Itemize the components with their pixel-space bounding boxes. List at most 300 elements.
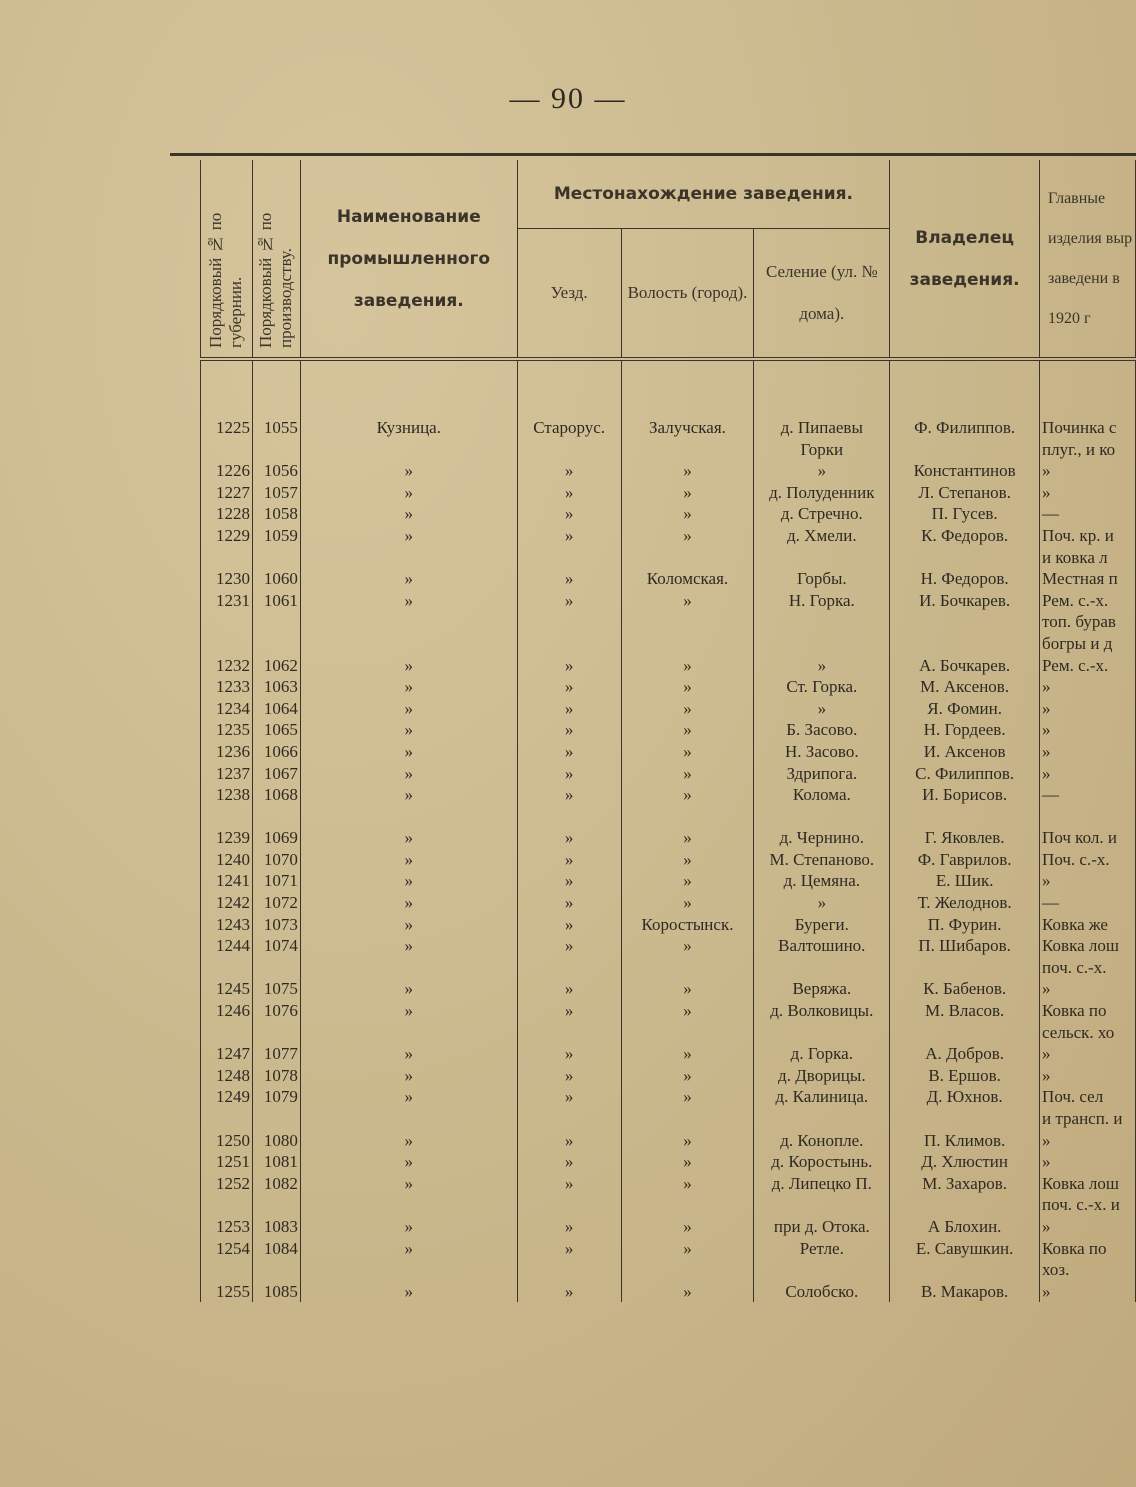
table-gap-row — [201, 806, 1136, 828]
cell-uezd: » — [517, 503, 621, 525]
cell-uezd: » — [517, 1173, 621, 1216]
cell-uezd: » — [517, 482, 621, 504]
header-uezd: Уезд. — [517, 229, 621, 360]
cell-selenie: д. Конопле. — [754, 1130, 890, 1152]
cell-owner: Д. Юхнов. — [890, 1086, 1040, 1129]
cell-volost: » — [621, 482, 754, 504]
cell-main-products: Поч. кр. и и ковка л — [1040, 525, 1136, 568]
cell-owner: Константинов — [890, 460, 1040, 482]
cell-gub-number: 1243 — [201, 914, 253, 936]
cell-volost: » — [621, 655, 754, 677]
cell-main-products: Рем. с.-х. — [1040, 655, 1136, 677]
cell-main-products: Местная п — [1040, 568, 1136, 590]
cell-prod-number: 1057 — [252, 482, 300, 504]
cell-selenie: Н. Засово. — [754, 741, 890, 763]
cell-owner: М. Аксенов. — [890, 676, 1040, 698]
cell-volost: » — [621, 784, 754, 806]
header-gub-number: Порядковый № по губернии. — [201, 160, 253, 359]
cell-uezd: » — [517, 784, 621, 806]
cell-prod-number: 1079 — [252, 1086, 300, 1129]
cell-selenie: » — [754, 655, 890, 677]
cell-prod-number: 1058 — [252, 503, 300, 525]
cell-establishment-name: » — [300, 935, 517, 978]
cell-main-products: » — [1040, 978, 1136, 1000]
cell-owner: Ф. Филиппов. — [890, 417, 1040, 460]
cell-selenie: д. Чернино. — [754, 827, 890, 849]
cell-volost: » — [621, 870, 754, 892]
table-row — [201, 482, 1136, 504]
cell-main-products: » — [1040, 676, 1136, 698]
cell-prod-number: 1083 — [252, 1216, 300, 1238]
cell-selenie: Ретле. — [754, 1238, 890, 1281]
spacer-cell — [252, 359, 300, 417]
cell-uezd: » — [517, 525, 621, 568]
spacer-cell — [890, 359, 1040, 417]
cell-gub-number: 1235 — [201, 719, 253, 741]
table-row — [201, 1065, 1136, 1087]
cell-owner: И. Аксенов — [890, 741, 1040, 763]
cell-volost: » — [621, 1086, 754, 1129]
cell-establishment-name: » — [300, 827, 517, 849]
cell-uezd: » — [517, 676, 621, 698]
cell-selenie: Колома. — [754, 784, 890, 806]
cell-establishment-name: » — [300, 1173, 517, 1216]
table-row — [201, 763, 1136, 785]
cell-establishment-name: » — [300, 1238, 517, 1281]
spacer-cell — [754, 359, 890, 417]
cell-volost: » — [621, 1130, 754, 1152]
cell-volost: » — [621, 1065, 754, 1087]
header-establishment-name: Наименование промышленного заведения. — [300, 160, 517, 359]
cell-uezd: » — [517, 1065, 621, 1087]
cell-gub-number: 1238 — [201, 784, 253, 806]
cell-gub-number: 1251 — [201, 1151, 253, 1173]
cell-prod-number: 1059 — [252, 525, 300, 568]
cell-main-products: » — [1040, 1043, 1136, 1065]
cell-volost: Коломская. — [621, 568, 754, 590]
cell-establishment-name: » — [300, 482, 517, 504]
cell-volost: Коростынск. — [621, 914, 754, 936]
table-row — [201, 1086, 1136, 1129]
cell-selenie: д. Горка. — [754, 1043, 890, 1065]
cell-volost: » — [621, 719, 754, 741]
cell-volost: » — [621, 460, 754, 482]
gap-cell — [890, 806, 1040, 828]
cell-prod-number: 1076 — [252, 1000, 300, 1043]
cell-owner: В. Ершов. — [890, 1065, 1040, 1087]
gap-cell — [621, 806, 754, 828]
table-row — [201, 741, 1136, 763]
cell-owner: Ф. Гаврилов. — [890, 849, 1040, 871]
cell-establishment-name: » — [300, 568, 517, 590]
cell-gub-number: 1239 — [201, 827, 253, 849]
cell-prod-number: 1082 — [252, 1173, 300, 1216]
table-row — [201, 676, 1136, 698]
cell-main-products: Поч. сел и трансп. и — [1040, 1086, 1136, 1129]
cell-prod-number: 1067 — [252, 763, 300, 785]
cell-owner: Т. Желоднов. — [890, 892, 1040, 914]
cell-uezd: » — [517, 1281, 621, 1303]
cell-main-products: — — [1040, 892, 1136, 914]
cell-selenie: М. Степаново. — [754, 849, 890, 871]
table-row — [201, 784, 1136, 806]
cell-selenie: » — [754, 892, 890, 914]
cell-volost: » — [621, 1216, 754, 1238]
cell-establishment-name: » — [300, 1086, 517, 1129]
cell-volost: » — [621, 1043, 754, 1065]
cell-prod-number: 1063 — [252, 676, 300, 698]
table-row — [201, 1173, 1136, 1216]
cell-main-products: Ковка лош поч. с.-х. и — [1040, 1173, 1136, 1216]
cell-selenie: д. Пипаевы Горки — [754, 417, 890, 460]
cell-volost: » — [621, 590, 754, 655]
header-owner: Владелец заведения. — [890, 160, 1040, 359]
cell-owner: П. Шибаров. — [890, 935, 1040, 978]
cell-owner: Г. Яковлев. — [890, 827, 1040, 849]
cell-establishment-name: » — [300, 849, 517, 871]
cell-volost: » — [621, 1238, 754, 1281]
cell-main-products: Поч. с.-х. — [1040, 849, 1136, 871]
cell-main-products: Поч кол. и — [1040, 827, 1136, 849]
cell-selenie: д. Липецко П. — [754, 1173, 890, 1216]
cell-establishment-name: » — [300, 978, 517, 1000]
cell-main-products: — — [1040, 784, 1136, 806]
table-row — [201, 590, 1136, 655]
cell-establishment-name: » — [300, 503, 517, 525]
cell-prod-number: 1081 — [252, 1151, 300, 1173]
cell-volost: » — [621, 676, 754, 698]
table-row — [201, 698, 1136, 720]
cell-prod-number: 1061 — [252, 590, 300, 655]
cell-gub-number: 1244 — [201, 935, 253, 978]
cell-uezd: » — [517, 1000, 621, 1043]
cell-prod-number: 1073 — [252, 914, 300, 936]
table-spacer-row — [201, 359, 1136, 417]
cell-uezd: » — [517, 827, 621, 849]
table-row — [201, 1281, 1136, 1303]
table-row — [201, 417, 1136, 460]
table-row — [201, 914, 1136, 936]
cell-prod-number: 1078 — [252, 1065, 300, 1087]
cell-volost: » — [621, 1281, 754, 1303]
cell-gub-number: 1248 — [201, 1065, 253, 1087]
cell-establishment-name: » — [300, 1281, 517, 1303]
header-selenie: Селение (ул. № дома). — [754, 229, 890, 360]
cell-owner: Е. Савушкин. — [890, 1238, 1040, 1281]
cell-volost: » — [621, 827, 754, 849]
gap-cell — [300, 806, 517, 828]
cell-main-products: » — [1040, 719, 1136, 741]
cell-uezd: » — [517, 719, 621, 741]
cell-prod-number: 1056 — [252, 460, 300, 482]
table-row — [201, 978, 1136, 1000]
cell-uezd: » — [517, 655, 621, 677]
cell-volost: Залучская. — [621, 417, 754, 460]
cell-prod-number: 1060 — [252, 568, 300, 590]
table-row — [201, 460, 1136, 482]
cell-owner: М. Захаров. — [890, 1173, 1040, 1216]
cell-uezd: » — [517, 763, 621, 785]
cell-prod-number: 1074 — [252, 935, 300, 978]
cell-volost: » — [621, 892, 754, 914]
cell-main-products: Рем. с.-х. топ. бурав богры и д — [1040, 590, 1136, 655]
table-row — [201, 1130, 1136, 1152]
cell-establishment-name: » — [300, 698, 517, 720]
cell-establishment-name: » — [300, 1130, 517, 1152]
cell-gub-number: 1247 — [201, 1043, 253, 1065]
cell-owner: К. Федоров. — [890, 525, 1040, 568]
cell-selenie: » — [754, 698, 890, 720]
cell-uezd: » — [517, 892, 621, 914]
cell-selenie: д. Цемяна. — [754, 870, 890, 892]
cell-gub-number: 1245 — [201, 978, 253, 1000]
cell-selenie: Валтошино. — [754, 935, 890, 978]
cell-owner: А. Добров. — [890, 1043, 1040, 1065]
table-row — [201, 849, 1136, 871]
cell-volost: » — [621, 698, 754, 720]
cell-main-products: Ковка по хоз. — [1040, 1238, 1136, 1281]
header-main-products: Главные изделия выр заведени в 1920 г — [1040, 160, 1136, 359]
gap-cell — [1040, 806, 1136, 828]
cell-establishment-name: » — [300, 1151, 517, 1173]
cell-uezd: » — [517, 1151, 621, 1173]
spacer-cell — [517, 359, 621, 417]
cell-volost: » — [621, 978, 754, 1000]
cell-establishment-name: » — [300, 1065, 517, 1087]
cell-uezd: » — [517, 1043, 621, 1065]
cell-gub-number: 1225 — [201, 417, 253, 460]
cell-main-products: » — [1040, 741, 1136, 763]
cell-volost: » — [621, 1173, 754, 1216]
gap-cell — [201, 806, 253, 828]
cell-owner: Я. Фомин. — [890, 698, 1040, 720]
cell-gub-number: 1254 — [201, 1238, 253, 1281]
cell-establishment-name: » — [300, 1043, 517, 1065]
cell-volost: » — [621, 1000, 754, 1043]
table-row — [201, 1000, 1136, 1043]
cell-gub-number: 1253 — [201, 1216, 253, 1238]
table-row — [201, 892, 1136, 914]
table-row — [201, 935, 1136, 978]
cell-owner: Е. Шик. — [890, 870, 1040, 892]
cell-gub-number: 1240 — [201, 849, 253, 871]
cell-main-products: » — [1040, 1216, 1136, 1238]
cell-main-products: » — [1040, 1151, 1136, 1173]
table-row — [201, 655, 1136, 677]
cell-gub-number: 1234 — [201, 698, 253, 720]
cell-uezd: » — [517, 460, 621, 482]
cell-owner: П. Климов. — [890, 1130, 1040, 1152]
cell-main-products: Ковка же — [1040, 914, 1136, 936]
cell-gub-number: 1231 — [201, 590, 253, 655]
cell-selenie: д. Хмели. — [754, 525, 890, 568]
cell-gub-number: 1249 — [201, 1086, 253, 1129]
cell-selenie: Здрипога. — [754, 763, 890, 785]
register-body — [201, 359, 1136, 1302]
cell-uezd: » — [517, 1216, 621, 1238]
gap-cell — [517, 806, 621, 828]
cell-establishment-name: » — [300, 719, 517, 741]
cell-owner: И. Борисов. — [890, 784, 1040, 806]
cell-uezd: » — [517, 1086, 621, 1129]
header-location-group: Местонахождение заведения. — [517, 160, 890, 229]
cell-selenie: Солобско. — [754, 1281, 890, 1303]
cell-establishment-name: » — [300, 741, 517, 763]
cell-selenie: д. Стречно. — [754, 503, 890, 525]
cell-prod-number: 1080 — [252, 1130, 300, 1152]
cell-selenie: Веряжа. — [754, 978, 890, 1000]
cell-selenie: Ст. Горка. — [754, 676, 890, 698]
cell-prod-number: 1077 — [252, 1043, 300, 1065]
cell-establishment-name: » — [300, 590, 517, 655]
cell-main-products: » — [1040, 482, 1136, 504]
top-rule — [170, 153, 1136, 156]
cell-prod-number: 1085 — [252, 1281, 300, 1303]
cell-uezd: » — [517, 935, 621, 978]
cell-prod-number: 1064 — [252, 698, 300, 720]
spacer-cell — [300, 359, 517, 417]
cell-main-products: » — [1040, 870, 1136, 892]
spacer-cell — [1040, 359, 1136, 417]
cell-volost: » — [621, 503, 754, 525]
cell-gub-number: 1228 — [201, 503, 253, 525]
table-row — [201, 719, 1136, 741]
cell-prod-number: 1071 — [252, 870, 300, 892]
cell-gub-number: 1236 — [201, 741, 253, 763]
table-row — [201, 870, 1136, 892]
header-prod-number: Порядковый № по производству. — [252, 160, 300, 359]
gap-cell — [754, 806, 890, 828]
cell-uezd: » — [517, 590, 621, 655]
cell-establishment-name: » — [300, 784, 517, 806]
cell-owner: С. Филиппов. — [890, 763, 1040, 785]
cell-uezd: » — [517, 1238, 621, 1281]
cell-volost: » — [621, 525, 754, 568]
cell-main-products: » — [1040, 1281, 1136, 1303]
cell-gub-number: 1241 — [201, 870, 253, 892]
cell-uezd: » — [517, 741, 621, 763]
cell-owner: Н. Федоров. — [890, 568, 1040, 590]
cell-volost: » — [621, 849, 754, 871]
cell-uezd: » — [517, 1130, 621, 1152]
cell-prod-number: 1072 — [252, 892, 300, 914]
cell-owner: В. Макаров. — [890, 1281, 1040, 1303]
cell-gub-number: 1226 — [201, 460, 253, 482]
cell-owner: П. Фурин. — [890, 914, 1040, 936]
cell-establishment-name: » — [300, 1216, 517, 1238]
cell-establishment-name: » — [300, 892, 517, 914]
cell-main-products: » — [1040, 763, 1136, 785]
cell-volost: » — [621, 935, 754, 978]
cell-selenie: д. Коростынь. — [754, 1151, 890, 1173]
cell-establishment-name: » — [300, 655, 517, 677]
cell-gub-number: 1237 — [201, 763, 253, 785]
page-number: — 90 — — [509, 82, 627, 115]
cell-main-products: » — [1040, 460, 1136, 482]
cell-gub-number: 1246 — [201, 1000, 253, 1043]
cell-main-products: » — [1040, 698, 1136, 720]
table-row — [201, 568, 1136, 590]
cell-uezd: » — [517, 849, 621, 871]
cell-main-products: — — [1040, 503, 1136, 525]
cell-volost: » — [621, 1151, 754, 1173]
cell-owner: А Блохин. — [890, 1216, 1040, 1238]
cell-uezd: » — [517, 698, 621, 720]
cell-owner: Д. Хлюстин — [890, 1151, 1040, 1173]
cell-selenie: д. Полуденник — [754, 482, 890, 504]
industrial-register-table — [200, 160, 1136, 1302]
cell-selenie: д. Калиница. — [754, 1086, 890, 1129]
table-row — [201, 525, 1136, 568]
cell-volost: » — [621, 741, 754, 763]
cell-main-products: Ковка лош поч. с.-х. — [1040, 935, 1136, 978]
cell-establishment-name: » — [300, 870, 517, 892]
cell-prod-number: 1066 — [252, 741, 300, 763]
cell-owner: А. Бочкарев. — [890, 655, 1040, 677]
cell-volost: » — [621, 763, 754, 785]
table-row — [201, 1238, 1136, 1281]
cell-uezd: » — [517, 870, 621, 892]
cell-main-products: Ковка по сельск. хо — [1040, 1000, 1136, 1043]
cell-gub-number: 1233 — [201, 676, 253, 698]
cell-establishment-name: » — [300, 676, 517, 698]
cell-prod-number: 1065 — [252, 719, 300, 741]
cell-selenie: Буреги. — [754, 914, 890, 936]
cell-selenie: Горбы. — [754, 568, 890, 590]
cell-main-products: » — [1040, 1065, 1136, 1087]
cell-owner: Л. Степанов. — [890, 482, 1040, 504]
cell-owner: И. Бочкарев. — [890, 590, 1040, 655]
cell-selenie: Б. Засово. — [754, 719, 890, 741]
table-row — [201, 827, 1136, 849]
cell-prod-number: 1084 — [252, 1238, 300, 1281]
spacer-cell — [201, 359, 253, 417]
cell-establishment-name: » — [300, 763, 517, 785]
cell-establishment-name: Кузница. — [300, 417, 517, 460]
cell-establishment-name: » — [300, 1000, 517, 1043]
cell-selenie: » — [754, 460, 890, 482]
cell-prod-number: 1075 — [252, 978, 300, 1000]
cell-uezd: » — [517, 568, 621, 590]
cell-selenie: Н. Горка. — [754, 590, 890, 655]
cell-owner: П. Гусев. — [890, 503, 1040, 525]
cell-gub-number: 1230 — [201, 568, 253, 590]
cell-owner: М. Власов. — [890, 1000, 1040, 1043]
table-row — [201, 1151, 1136, 1173]
table-row — [201, 503, 1136, 525]
cell-owner: К. Бабенов. — [890, 978, 1040, 1000]
cell-gub-number: 1227 — [201, 482, 253, 504]
table-row — [201, 1043, 1136, 1065]
cell-establishment-name: » — [300, 914, 517, 936]
cell-gub-number: 1255 — [201, 1281, 253, 1303]
cell-prod-number: 1055 — [252, 417, 300, 460]
cell-prod-number: 1068 — [252, 784, 300, 806]
cell-establishment-name: » — [300, 460, 517, 482]
cell-prod-number: 1069 — [252, 827, 300, 849]
cell-gub-number: 1232 — [201, 655, 253, 677]
cell-establishment-name: » — [300, 525, 517, 568]
header-volost: Волость (город). — [621, 229, 754, 360]
cell-gub-number: 1229 — [201, 525, 253, 568]
cell-gub-number: 1252 — [201, 1173, 253, 1216]
cell-prod-number: 1062 — [252, 655, 300, 677]
cell-main-products: » — [1040, 1130, 1136, 1152]
gap-cell — [252, 806, 300, 828]
cell-gub-number: 1250 — [201, 1130, 253, 1152]
cell-gub-number: 1242 — [201, 892, 253, 914]
cell-selenie: при д. Отока. — [754, 1216, 890, 1238]
